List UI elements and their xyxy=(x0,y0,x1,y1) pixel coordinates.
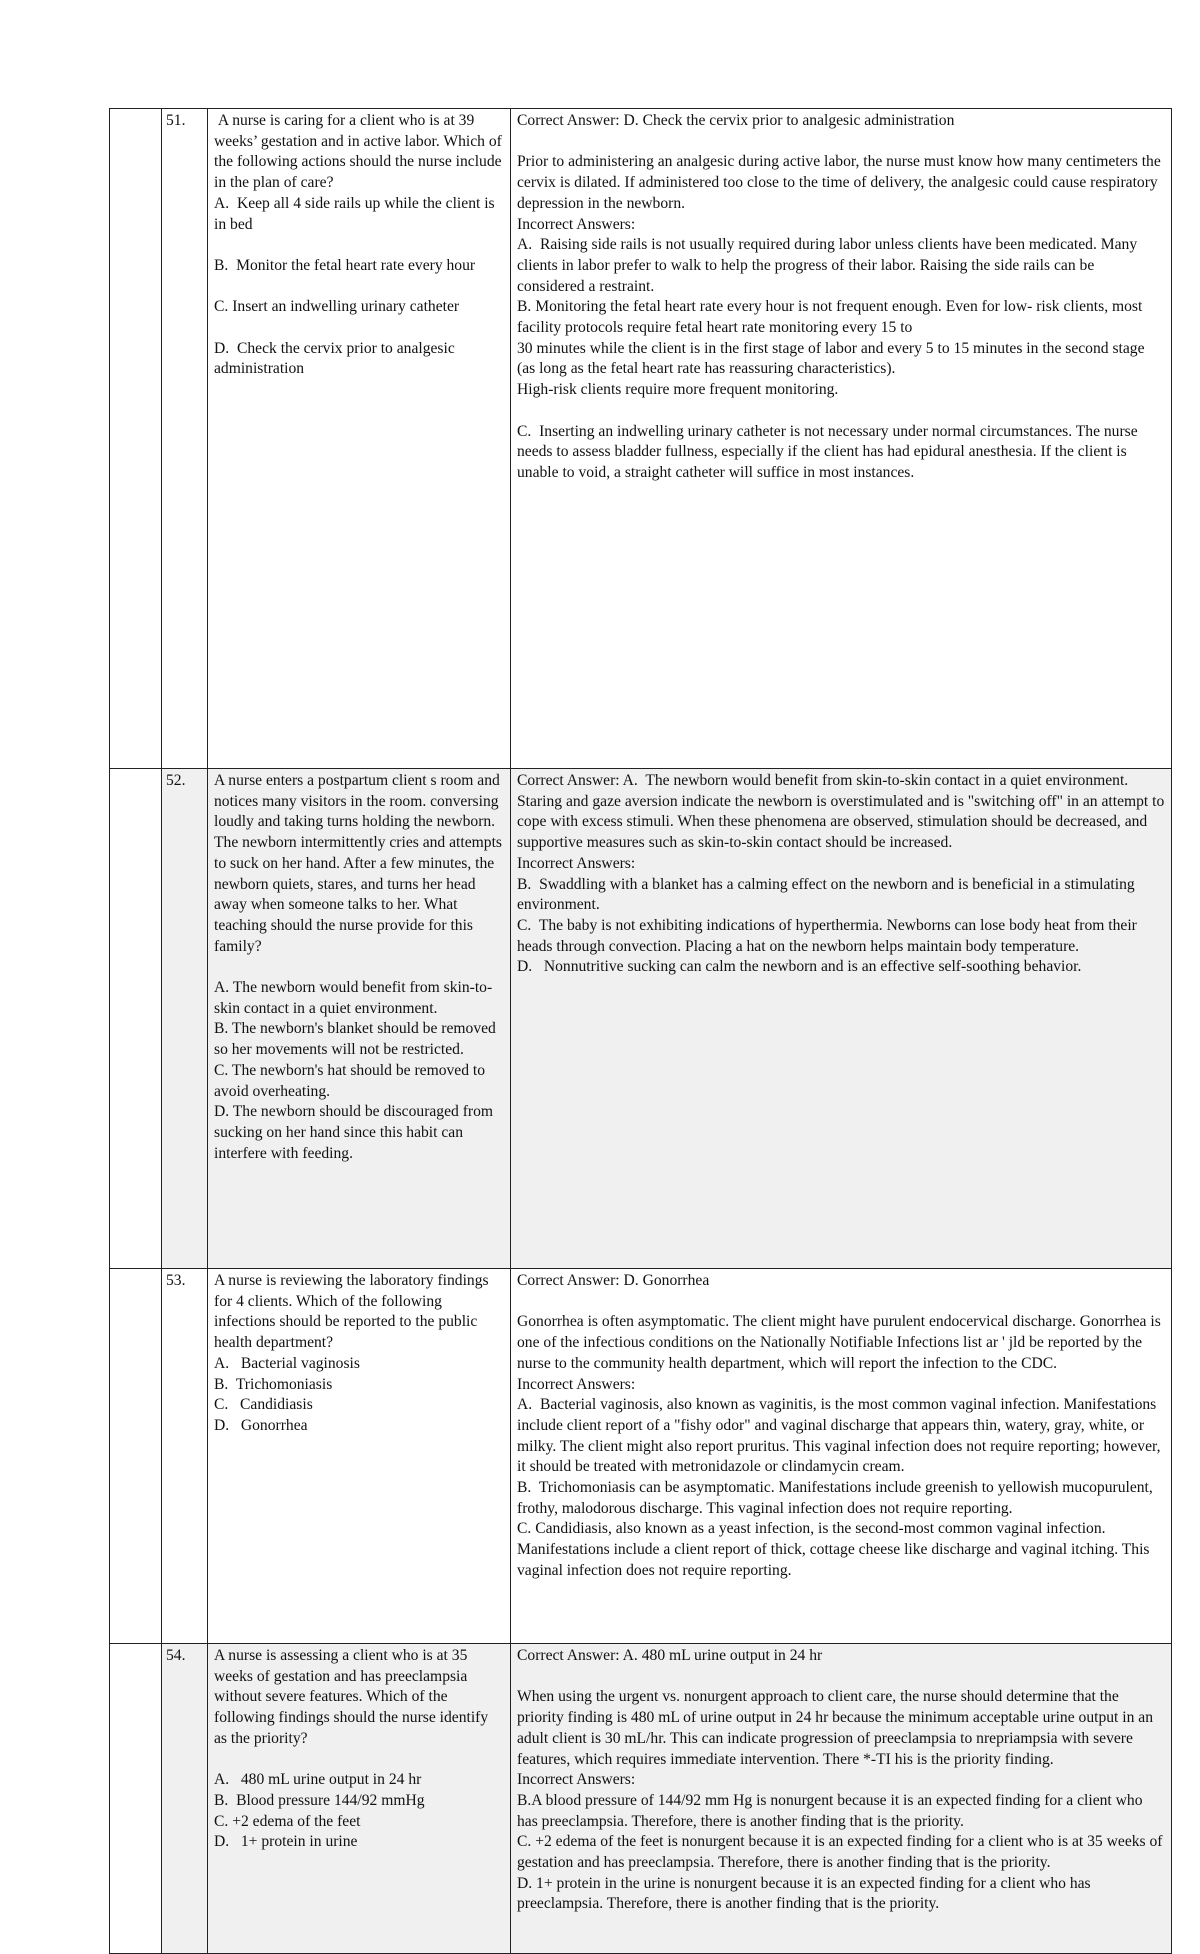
question-line: C. The newborn's hat should be removed to avoid overheating. xyxy=(214,1061,489,1100)
question-row xyxy=(110,769,1172,1269)
answer-line: A. Raising side rails is not usually required during labor unless clients have been medicated. Many clients in labor prefer to walk to help the progress of their labor. Raising the side rails can be considered a restraint. xyxy=(517,236,1142,295)
qa-table-body xyxy=(110,109,1172,1954)
question-line xyxy=(214,318,504,339)
question-line: A. Keep all 4 side rails up while the client is in bed xyxy=(214,194,499,233)
answer-line: Correct Answer: A. The newborn would benefit from skin-to-skin contact in a quiet environment. xyxy=(517,772,1129,789)
question-line: D. The newborn should be discouraged from sucking on her hand since this habit can interfere with feeding. xyxy=(214,1103,497,1162)
answer-line: Incorrect Answers: xyxy=(517,215,636,233)
question-line: B. Blood pressure 144/92 mmHg xyxy=(214,1791,425,1809)
question-cell xyxy=(208,1644,511,1954)
question-number: 52. xyxy=(162,769,208,1269)
blank-cell xyxy=(110,109,162,769)
question-line: A. The newborn would benefit from skin-to-skin contact in a quiet environment. xyxy=(214,979,493,1017)
answer-line: When using the urgent vs. nonurgent approach to client care, the nurse should determine that the priority finding is 480 mL of urine output in 24 hr because the minimum acceptable urine output in an adult client is 30 mL/hr. This can indicate progression of preeclampsia to nrepriampsia with severe features, which requires immediate intervention. There *-TI his is the priority finding. xyxy=(517,1688,1157,1768)
question-line xyxy=(214,235,504,256)
answer-line: C. Inserting an indwelling urinary catheter is not necessary under normal circumstances. The nurse needs to assess bladder fullness, especially if the client has had epidural anesthesia. If the client is unable to void, a straight catheter will suffice in most instances. xyxy=(517,422,1142,481)
question-cell xyxy=(208,109,511,769)
answer-line: Gonorrhea is often asymptomatic. The client might have purulent endocervical discharge. Gonorrhea is one of the infectious conditions on the Nationally Notifiable Infections list ar ' jld be reported by the nurse to the community health department, which will report the infection to the CDC. xyxy=(517,1313,1165,1372)
answer-cell xyxy=(511,1269,1172,1644)
question-number: 51. xyxy=(162,109,208,769)
answer-line: B. Trichomoniasis can be asymptomatic. Manifestations include greenish to yellowish mucopurulent, frothy, malodorous discharge. This vaginal infection does not require reporting. xyxy=(517,1479,1157,1517)
question-line: C. Candidiasis xyxy=(214,1396,313,1414)
answer-line: B.A blood pressure of 144/92 mm Hg is nonurgent because it is an expected finding for a client who has preeclampsia. Therefore, there is another finding that is the priority. xyxy=(517,1791,1147,1830)
question-line xyxy=(214,277,504,298)
question-line: A. 480 mL urine output in 24 hr xyxy=(214,1771,422,1789)
answer-line: Correct Answer: D. Gonorrhea xyxy=(517,1272,710,1289)
answer-line: Prior to administering an analgesic during active labor, the nurse must know how many centimeters the cervix is dilated. If administered too close to the time of delivery, the analgesic could cause respiratory depression in the newborn. xyxy=(517,153,1165,212)
question-line xyxy=(214,957,504,978)
question-line: A nurse enters a postpartum client s room and notices many visitors in the room. conversing loudly and taking turns holding the newborn. The newborn intermittently cries and attempts to suck on her hand. After a few minutes, the newborn quiets, stares, and turns her head away when someone talks to her. What teaching should the nurse provide for this family? xyxy=(214,772,506,955)
question-line: C. +2 edema of the feet xyxy=(214,1812,361,1830)
answer-line: Correct Answer: A. 480 mL urine output in 24 hr xyxy=(517,1647,823,1664)
blank-cell xyxy=(110,769,162,1269)
answer-line: High-risk clients require more frequent monitoring. xyxy=(517,381,839,399)
answer-cell xyxy=(511,769,1172,1269)
answer-line: C. Candidiasis, also known as a yeast infection, is the second-most common vaginal infection. Manifestations include a client report of thick, cottage cheese like discharge and vaginal itching. This vaginal infection does not require reporting. xyxy=(517,1520,1154,1579)
question-line: B. Trichomoniasis xyxy=(214,1375,333,1393)
question-row xyxy=(110,1644,1172,1954)
answer-line xyxy=(517,132,1165,153)
answer-line: Incorrect Answers: xyxy=(517,1771,636,1789)
question-line: D. Check the cervix prior to analgesic administration xyxy=(214,339,459,378)
answer-line: D. 1+ protein in the urine is nonurgent because it is an expected finding for a client who has preeclampsia. Therefore, there is another finding that is the priority. xyxy=(517,1874,1095,1913)
question-line: as the priority? xyxy=(214,1729,308,1747)
question-cell xyxy=(208,769,511,1269)
answer-line: Correct Answer: D. Check the cervix prior to analgesic administration xyxy=(517,112,955,129)
qa-table xyxy=(109,108,1172,1954)
answer-line: Staring and gaze aversion indicate the newborn is overstimulated and is "switching off" in an attempt to cope with excess stimuli. When these phenomena are observed, stimulation should be decreased, and supportive measures such as skin-to-skin contact should be increased. xyxy=(517,792,1169,852)
question-line: B. Monitor the fetal heart rate every hour xyxy=(214,256,476,274)
question-line: A. Bacterial vaginosis xyxy=(214,1354,360,1372)
question-line: D. Gonorrhea xyxy=(214,1416,308,1434)
answer-line: Incorrect Answers: xyxy=(517,854,636,872)
answer-line: C. +2 edema of the feet is nonurgent because it is an expected finding for a client who is at 35 weeks of gestation and has preeclampsia. Therefore, there is another finding that is the priority. xyxy=(517,1833,1167,1872)
question-line: D. 1+ protein in urine xyxy=(214,1833,358,1851)
answer-line: 30 minutes while the client is in the first stage of labor and every 5 to 15 minutes in the second stage (as long as the fetal heart rate has reassuring characteristics). xyxy=(517,339,1149,378)
question-line: C. Insert an indwelling urinary catheter xyxy=(214,298,460,316)
question-number: 54. xyxy=(162,1644,208,1954)
blank-cell xyxy=(110,1644,162,1954)
answer-line xyxy=(517,1667,1165,1688)
answer-cell xyxy=(511,1644,1172,1954)
answer-line: B. Swaddling with a blanket has a calming effect on the newborn and is beneficial in a stimulating environment. xyxy=(517,875,1139,914)
question-number: 53. xyxy=(162,1269,208,1644)
question-cell xyxy=(208,1269,511,1644)
answer-cell xyxy=(511,109,1172,769)
question-line: A nurse is caring for a client who is at 39 weeks’ gestation and in active labor. Which of the following actions should the nurse include in the plan of care? xyxy=(214,112,506,192)
question-row xyxy=(110,109,1172,769)
question-line: B. The newborn's blanket should be removed so her movements will not be restricted. xyxy=(214,1020,500,1059)
answer-line: Incorrect Answers: xyxy=(517,1375,636,1393)
question-line: A nurse is assessing a client who is at 35 weeks of gestation and has preeclampsia without severe features. Which of the following findings should the nurse identify xyxy=(214,1647,489,1727)
answer-line: B. Monitoring the fetal heart rate every hour is not frequent enough. Even for low- risk clients, most facility protocols require fetal heart rate monitoring every 15 to xyxy=(517,298,1147,337)
answer-line: D. Nonnutritive sucking can calm the newborn and is an effective self-soothing behavior. xyxy=(517,958,1082,976)
question-line xyxy=(214,1750,504,1771)
answer-line: A. Bacterial vaginosis, also known as vaginitis, is the most common vaginal infection. Manifestations include client report of a "fishy odor" and vaginal discharge that appears thin, watery, gray, white, or milky. The client might also report pruritus. This vaginal infection does not require reporting; however, it should be treated with metronidazole or clindamycin cream. xyxy=(517,1396,1165,1476)
question-line: A nurse is reviewing the laboratory findings for 4 clients. Which of the following infections should be reported to the public health department? xyxy=(214,1272,493,1352)
answer-line xyxy=(517,401,1165,422)
answer-line xyxy=(517,1292,1165,1313)
question-row xyxy=(110,1269,1172,1644)
answer-line: C. The baby is not exhibiting indications of hyperthermia. Newborns can lose body heat from their heads through convection. Placing a hat on the newborn helps maintain body temperature. xyxy=(517,916,1141,955)
blank-cell xyxy=(110,1269,162,1644)
